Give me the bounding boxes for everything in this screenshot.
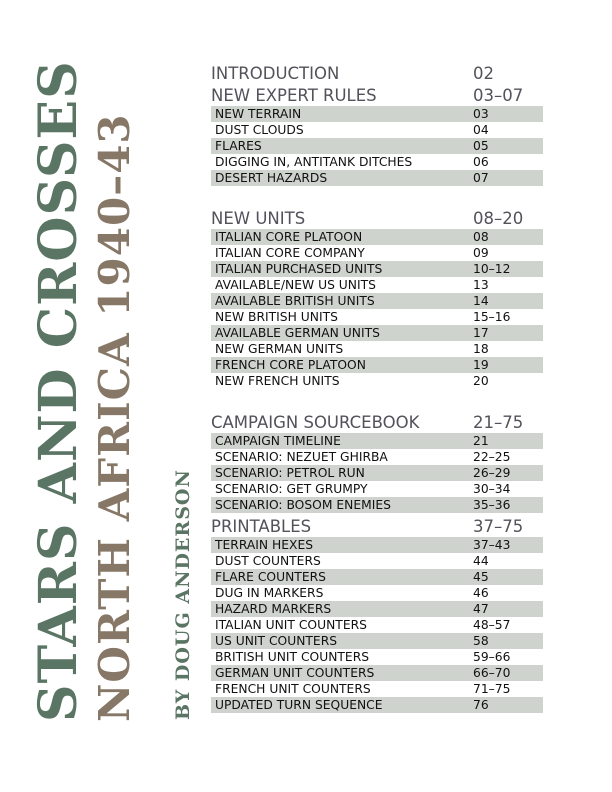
toc-entry-page: 45 <box>473 570 489 584</box>
toc-entry[interactable] <box>211 449 543 465</box>
toc-entry-label: SCENARIO: PETROL RUN <box>215 466 365 480</box>
toc-entry-page: 35–36 <box>473 498 511 512</box>
toc-entry-label: DUST COUNTERS <box>215 554 321 568</box>
section-pages: 02 <box>473 64 494 83</box>
toc-entry[interactable] <box>211 138 543 154</box>
section-pages: 08–20 <box>473 209 524 228</box>
cover-author: BY DOUG ANDERSON <box>172 469 194 720</box>
toc-entry[interactable] <box>211 229 543 245</box>
toc-entry-page: 10–12 <box>473 262 511 276</box>
toc-campaign-section <box>211 413 543 513</box>
section-title: CAMPAIGN SOURCEBOOK <box>211 413 420 432</box>
toc-entry-label: SCENARIO: NEZUET GHIRBA <box>215 450 388 464</box>
toc-entry[interactable] <box>211 585 543 601</box>
toc-entry[interactable] <box>211 245 543 261</box>
section-pages: 21–75 <box>473 413 524 432</box>
toc-entry-label: AVAILABLE/NEW US UNITS <box>215 278 376 292</box>
toc-entry-page: 20 <box>473 374 489 388</box>
section-pages: 37–75 <box>473 517 524 536</box>
toc-section-heading[interactable] <box>211 517 543 537</box>
toc-entry-label: ITALIAN CORE COMPANY <box>215 246 365 260</box>
section-title: NEW EXPERT RULES <box>211 86 377 105</box>
toc-entry-label: ITALIAN PURCHASED UNITS <box>215 262 383 276</box>
toc-entry[interactable] <box>211 325 543 341</box>
toc-printables-section <box>211 517 543 713</box>
toc-entry-page: 37–43 <box>473 538 511 552</box>
toc-entry[interactable] <box>211 665 543 681</box>
toc-entry[interactable] <box>211 569 543 585</box>
toc-entry-label: NEW BRITISH UNITS <box>215 310 338 324</box>
toc-entry-page: 15–16 <box>473 310 511 324</box>
toc-entry[interactable] <box>211 433 543 449</box>
toc-entry-label: FLARES <box>215 139 262 153</box>
cover-title-line2: NORTH AFRICA 1940–43 <box>90 113 139 722</box>
section-title: NEW UNITS <box>211 209 306 228</box>
toc-entry-page: 18 <box>473 342 489 356</box>
toc-entry[interactable] <box>211 357 543 373</box>
toc-entry-label: DESERT HAZARDS <box>215 171 328 185</box>
toc-entry-label: CAMPAIGN TIMELINE <box>215 434 341 448</box>
toc-entry[interactable] <box>211 497 543 513</box>
toc-entry-label: FRENCH UNIT COUNTERS <box>215 682 371 696</box>
toc-entry-page: 03 <box>473 107 489 121</box>
toc-entry[interactable] <box>211 122 543 138</box>
toc-entry[interactable] <box>211 553 543 569</box>
section-title: PRINTABLES <box>211 517 312 536</box>
toc-entry[interactable] <box>211 697 543 713</box>
toc-entry-page: 05 <box>473 139 489 153</box>
toc-entry[interactable] <box>211 261 543 277</box>
toc-entry-page: 44 <box>473 554 489 568</box>
section-pages: 03–07 <box>473 86 524 105</box>
toc-section-heading[interactable] <box>211 413 543 433</box>
toc-section-heading[interactable] <box>211 64 543 84</box>
toc-entry-label: HAZARD MARKERS <box>215 602 332 616</box>
toc-entry-label: UPDATED TURN SEQUENCE <box>215 698 383 712</box>
toc-entry-label: US UNIT COUNTERS <box>215 634 338 648</box>
toc-entry[interactable] <box>211 341 543 357</box>
toc-entry-label: TERRAIN HEXES <box>215 538 314 552</box>
toc-expert-rules-section <box>211 86 543 186</box>
toc-entry-page: 17 <box>473 326 489 340</box>
toc-entry-label: AVAILABLE BRITISH UNITS <box>215 294 375 308</box>
toc-entry-page: 76 <box>473 698 489 712</box>
toc-entry-label: GERMAN UNIT COUNTERS <box>215 666 375 680</box>
toc-entry-page: 21 <box>473 434 489 448</box>
toc-entry-label: FRENCH CORE PLATOON <box>215 358 366 372</box>
toc-entry-page: 14 <box>473 294 489 308</box>
toc-entry-label: NEW TERRAIN <box>215 107 302 121</box>
toc-entry[interactable] <box>211 537 543 553</box>
toc-entry-page: 04 <box>473 123 489 137</box>
toc-entry[interactable] <box>211 601 543 617</box>
toc-entry-page: 19 <box>473 358 489 372</box>
toc-intro-section <box>211 64 543 84</box>
toc-entry-page: 26–29 <box>473 466 511 480</box>
toc-entry-label: NEW FRENCH UNITS <box>215 374 340 388</box>
toc-entry[interactable] <box>211 465 543 481</box>
toc-entry-page: 08 <box>473 230 489 244</box>
toc-entry[interactable] <box>211 293 543 309</box>
toc-entry-page: 22–25 <box>473 450 511 464</box>
toc-entry-page: 59–66 <box>473 650 511 664</box>
toc-entry[interactable] <box>211 481 543 497</box>
toc-entry-label: DUG IN MARKERS <box>215 586 324 600</box>
toc-entry-label: BRITISH UNIT COUNTERS <box>215 650 370 664</box>
toc-entry-page: 47 <box>473 602 489 616</box>
toc-entry-page: 13 <box>473 278 489 292</box>
toc-entry[interactable] <box>211 170 543 186</box>
toc-entry-label: ITALIAN UNIT COUNTERS <box>215 618 367 632</box>
toc-entry-page: 66–70 <box>473 666 511 680</box>
toc-entry[interactable] <box>211 649 543 665</box>
toc-entry[interactable] <box>211 373 543 389</box>
toc-entry-label: ITALIAN CORE PLATOON <box>215 230 363 244</box>
toc-entry[interactable] <box>211 309 543 325</box>
toc-entry-label: DIGGING IN, ANTITANK DITCHES <box>215 155 413 169</box>
toc-new-units-section <box>211 209 543 389</box>
toc-entry-page: 06 <box>473 155 489 169</box>
toc-entry[interactable] <box>211 633 543 649</box>
toc-entry[interactable] <box>211 277 543 293</box>
toc-entry-label: FLARE COUNTERS <box>215 570 326 584</box>
toc-section-heading[interactable] <box>211 209 543 229</box>
toc-entry[interactable] <box>211 106 543 122</box>
toc-entry-label: NEW GERMAN UNITS <box>215 342 344 356</box>
toc-entry-page: 09 <box>473 246 489 260</box>
toc-entry-page: 30–34 <box>473 482 511 496</box>
toc-entry-label: SCENARIO: BOSOM ENEMIES <box>215 498 391 512</box>
toc-entry[interactable] <box>211 617 543 633</box>
toc-entry-page: 58 <box>473 634 489 648</box>
cover-title-line1: STARS AND CROSSES <box>28 60 89 722</box>
toc-entry-label: DUST CLOUDS <box>215 123 304 137</box>
toc-entry-page: 71–75 <box>473 682 511 696</box>
toc-entry-page: 48–57 <box>473 618 511 632</box>
toc-entry-label: AVAILABLE GERMAN UNITS <box>215 326 380 340</box>
toc-entry[interactable] <box>211 681 543 697</box>
toc-entry-page: 46 <box>473 586 489 600</box>
toc-section-heading[interactable] <box>211 86 543 106</box>
toc-entry[interactable] <box>211 154 543 170</box>
toc-entry-label: SCENARIO: GET GRUMPY <box>215 482 368 496</box>
toc-entry-page: 07 <box>473 171 489 185</box>
section-title: INTRODUCTION <box>211 64 340 83</box>
